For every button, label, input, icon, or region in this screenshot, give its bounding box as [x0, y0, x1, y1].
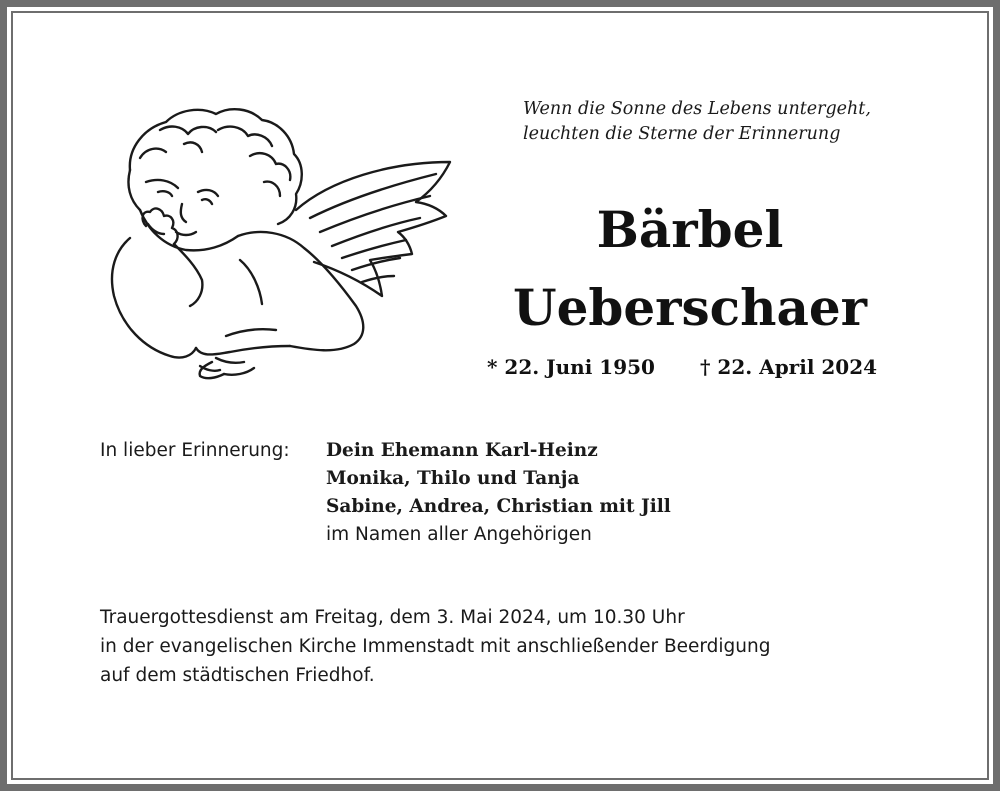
mourners-list — [326, 437, 671, 549]
service-line-3: auf dem städtischen Friedhof. — [100, 665, 375, 686]
funeral-service-info — [100, 603, 771, 690]
cherub-angel-icon — [100, 100, 456, 385]
mourner-line: Sabine, Andrea, Christian mit Jill — [326, 496, 671, 517]
service-line-1: Trauergottesdienst am Freitag, dem 3. Mai 2024, um 10.30 Uhr — [100, 607, 685, 628]
birth-date: * 22. Juni 1950 — [487, 355, 655, 379]
mourner-line: Monika, Thilo und Tanja — [326, 468, 580, 489]
quote-line-1: Wenn die Sonne des Lebens untergeht, — [523, 99, 871, 119]
mourner-line: Dein Ehemann Karl-Heinz — [326, 440, 598, 461]
mourners-closing: im Namen aller Angehörigen — [326, 524, 592, 545]
deceased-first-name: Bärbel — [596, 200, 784, 259]
mourners-label: In lieber Erinnerung: — [100, 440, 290, 461]
memorial-quote — [523, 97, 871, 147]
deceased-last-name: Ueberschaer — [512, 278, 868, 337]
quote-line-2: leuchten die Sterne der Erinnerung — [523, 124, 841, 144]
service-line-2: in der evangelischen Kirche Immenstadt mit anschließender Beerdigung — [100, 636, 771, 657]
death-date: † 22. April 2024 — [700, 355, 878, 379]
